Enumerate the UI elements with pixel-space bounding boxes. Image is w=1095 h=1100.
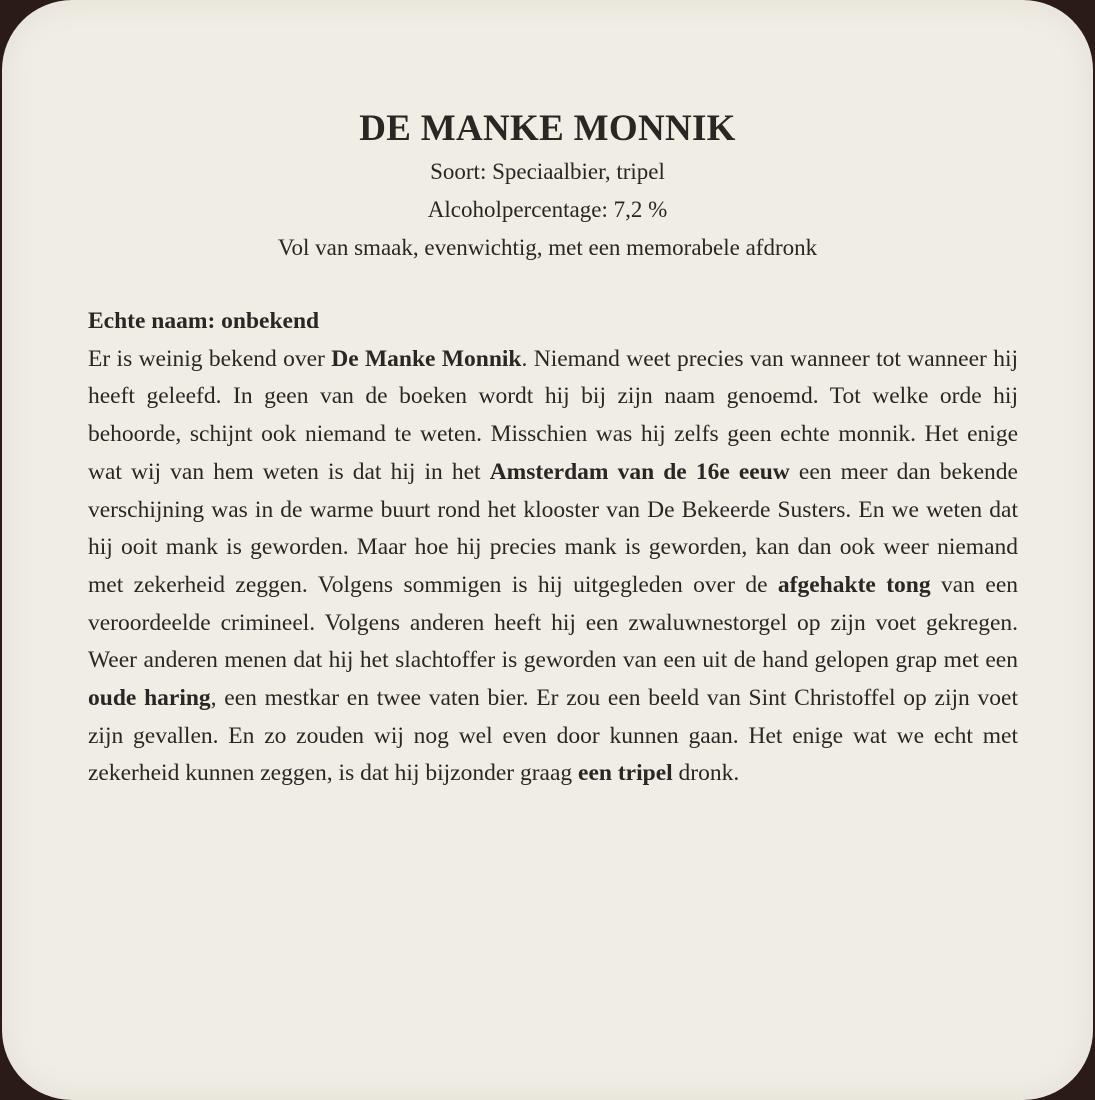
story-text: . Niemand weet precies van wanneer tot wanneer hij heeft geleefd. In geen van de boeken wordt hij bij zijn naam genoemd. Tot welke orde hij behoorde, schijnt ook niemand te weten. Misschien was hij zelfs geen echte monnik. Het enige wat wij van hem weten is dat hij in het [88,345,1019,485]
story-text: , een mestkar en twee vaten bier. Er zou een beeld van Sint Christoffel op zijn voet zijn gevallen. En zo zouden wij nog wel even door kunnen gaan. Het enige wat we echt met zekerheid kunnen zeggen, is dat hij bijzonder graag [88,685,1018,787]
story-emphasis: De Manke Monnik [331,345,522,372]
story-text: dronk. [672,760,740,787]
story-paragraph [88,341,1018,793]
story-block [88,303,1018,793]
story-text: van een veroordeelde crimineel. Volgens anderen heeft hij een zwaluwnestorgel op zijn voet gekregen. Weer anderen menen dat hij het slachtoffer is geworden van een uit de hand gelopen grap met een [88,571,1019,674]
beer-info-header [2,105,1093,267]
beer-type: Soort: Speciaalbier, tripel [430,159,665,184]
beer-coaster [2,0,1093,1100]
alcohol-percentage: Alcoholpercentage: 7,2 % [427,197,668,222]
beer-title: DE MANKE MONNIK [359,108,736,149]
story-emphasis: afgehakte tong [777,571,931,598]
story-text: een meer dan bekende verschijning was in de warme buurt rond het klooster van De Bekeerde Susters. En we weten dat hij ooit mank is geworden. Maar hoe hij precies mank is geworden, kan dan ook weer niemand met zekerheid zeggen. Volgens sommigen is hij uitgegleden over de [88,458,1018,598]
story-emphasis: een tripel [578,760,673,787]
taste-description: Vol van smaak, evenwichtig, met een memorabele afdronk [277,235,818,260]
story-heading: Echte naam: onbekend [88,308,320,334]
story-emphasis: Amsterdam van de 16e eeuw [489,458,790,485]
story-emphasis: oude haring [88,685,211,712]
story-text: Er is weinig bekend over [88,345,332,372]
